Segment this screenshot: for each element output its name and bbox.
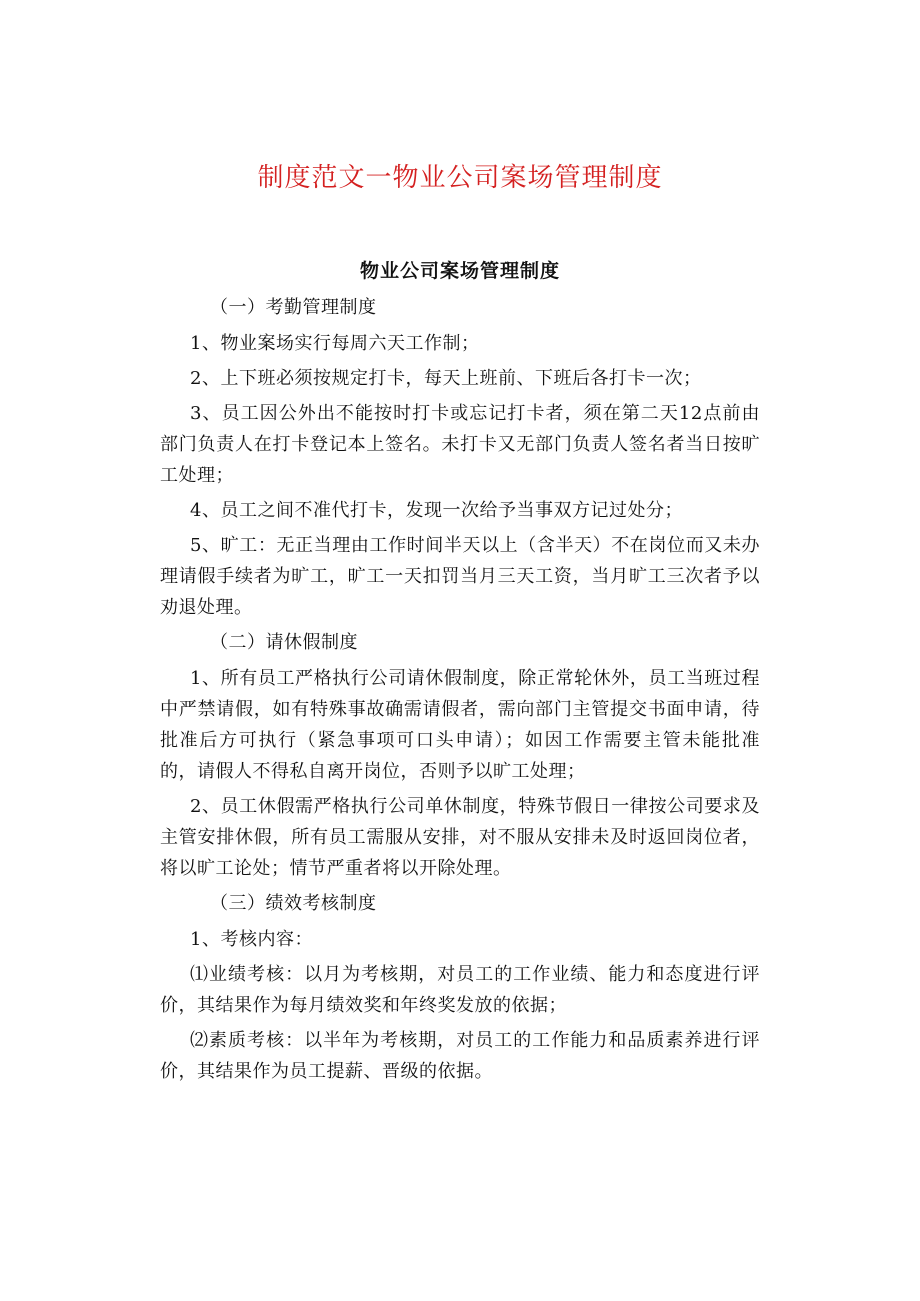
paragraph: 5、旷工：无正当理由工作时间半天以上（含半天）不在岗位而又未办理请假手续者为旷工，旷工一天扣罚当月三天工资，当月旷工三次者予以劝退处理。 [160,535,760,618]
section-heading-attendance: （一）考勤管理制度 [210,297,377,318]
paragraph: ⑵素质考核：以半年为考核期，对员工的工作能力和品质素养进行评价，其结果作为员工提薪、晋级的依据。 [160,1030,760,1082]
document-subtitle: 物业公司案场管理制度 [359,260,560,282]
paragraph: 3、员工因公外出不能按时打卡或忘记打卡者，须在第二天12点前由部门负责人在打卡登记本上签名。未打卡又无部门负责人签名者当日按旷工处理； [160,403,760,486]
document-title: 制度范文一物业公司案场管理制度 [257,163,663,193]
paragraph: 1、所有员工严格执行公司请休假制度，除正常轮休外，员工当班过程中严禁请假，如有特殊事故确需请假者，需向部门主管提交书面申请，待批准后方可执行（紧急事项可口头申请）；如因工作需要主管未能批准的，请假人不得私自离开岗位，否则予以旷工处理； [160,668,760,782]
paragraph: 4、员工之间不准代打卡，发现一次给予当事双方记过处分； [190,500,683,521]
document-body [160,292,760,1091]
section-heading-performance: （三）绩效考核制度 [210,893,377,914]
paragraph: 2、员工休假需严格执行公司单休制度，特殊节假日一律按公司要求及主管安排休假，所有员工需服从安排，对不服从安排未及时返回岗位者，将以旷工论处；情节严重者将以开除处理。 [160,796,760,879]
paragraph: 2、上下班必须按规定打卡，每天上班前、下班后各打卡一次； [190,368,702,389]
paragraph: 1、考核内容： [190,929,313,950]
paragraph: 1、物业案场实行每周六天工作制； [190,333,480,354]
section-heading-leave: （二）请休假制度 [210,632,358,653]
paragraph: ⑴业绩考核：以月为考核期，对员工的工作业绩、能力和态度进行评价，其结果作为每月绩效奖和年终奖发放的依据； [160,964,760,1016]
